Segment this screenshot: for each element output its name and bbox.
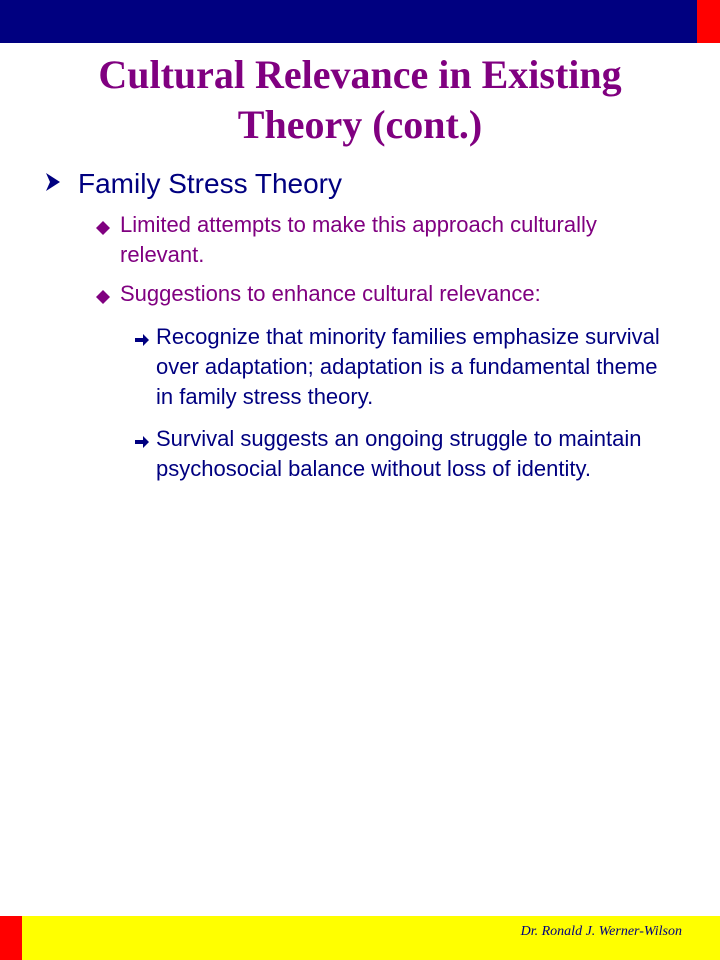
slide-title-line-2: Theory (cont.) xyxy=(237,102,483,147)
arrow-right-icon xyxy=(134,326,154,356)
diamond-icon xyxy=(95,283,115,313)
subbullet-text: Limited attempts to make this approach culturally relevant. xyxy=(120,212,597,267)
author-footer: Dr. Ronald J. Werner-Wilson xyxy=(520,924,682,939)
bullet-text: Family Stress Theory xyxy=(78,168,342,199)
slide-title-line-1: Cultural Relevance in Existing xyxy=(98,52,622,97)
top-banner xyxy=(0,0,720,43)
arrowhead-icon xyxy=(44,166,64,202)
arrow-right-icon xyxy=(134,428,154,458)
slide-title xyxy=(40,50,680,150)
point-text: Recognize that minority families emphasize survival over adaptation; adaptation is a fundamental theme in family stress theory. xyxy=(156,324,660,409)
point-text: Survival suggests an ongoing struggle to maintain psychosocial balance without loss of identity. xyxy=(156,426,642,481)
bottom-accent-block xyxy=(0,916,22,960)
subbullet-text: Suggestions to enhance cultural relevance: xyxy=(120,281,541,306)
top-accent-block xyxy=(697,0,720,43)
diamond-icon xyxy=(95,214,115,244)
